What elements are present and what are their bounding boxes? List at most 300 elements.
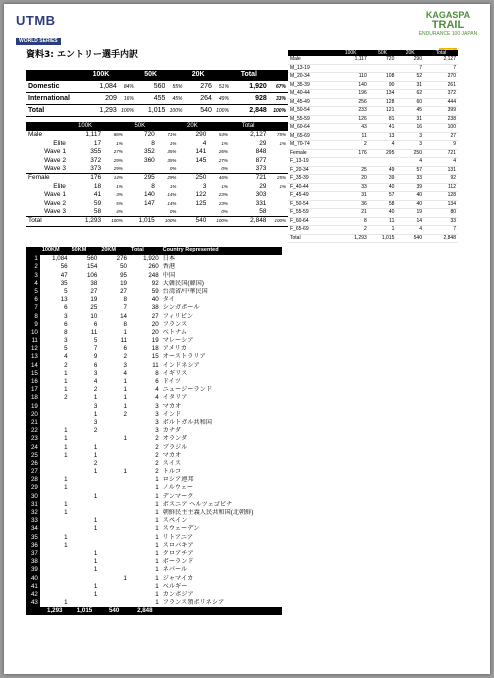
country-50k-value: 154 [86,263,98,271]
country-50k-value: 9 [93,353,98,361]
country-100k-value [40,411,70,419]
country-total-value: 4 [155,394,159,402]
age-header-cell: 50K [369,50,397,56]
country-row [26,394,282,402]
country-total-value: 11 [152,361,159,369]
age-row [288,141,458,150]
age-row [288,98,458,107]
age-50k-value: 81 [369,115,397,124]
country-total-50k: 1,015 [70,607,100,615]
country-row [26,255,282,263]
breakdown-total-percent: 1% [279,183,286,189]
country-total-value: 1 [155,484,159,492]
breakdown-20k-percent: 1% [221,183,228,189]
breakdown-header-cell: Total [230,122,267,131]
breakdown-100k-percent: 14% [101,174,125,183]
country-100k-value: 1 [64,500,68,508]
breakdown-100k-value: 41 [93,191,102,199]
breakdown-total-value: 29 [259,139,267,147]
country-100k-value: 1,084 [52,255,68,263]
summary-50k-percent: 45% [165,93,184,105]
country-row [26,312,282,320]
breakdown-row [26,191,288,199]
country-rank: 24 [26,443,40,451]
age-50k-value: 128 [369,98,397,107]
summary-100k-value: 209 [85,93,117,105]
summary-row [26,93,288,105]
age-50k-value: 1 [369,226,397,235]
country-rank: 22 [26,427,40,435]
country-total-value: 59 [151,287,159,295]
country-50k-value: 3 [93,402,98,410]
age-100k-value: 8 [333,217,369,226]
breakdown-20k-value: 141 [195,148,207,156]
age-total-value: 33 [424,217,458,226]
age-group-label: M_65-69 [288,132,333,141]
country-total-all: 2,848 [129,607,161,615]
breakdown-20k-percent: 26% [218,149,228,155]
breakdown-row [26,165,288,174]
country-name: ニュージーランド [162,386,213,394]
country-100k-value: 1 [64,451,68,459]
age-total-value: 7 [424,226,458,235]
country-total-value: 1 [155,500,159,508]
breakdown-header-cell: 20K [178,122,206,131]
country-name: 大韓民国(韓国) [162,279,204,287]
country-total-value: 1 [155,525,159,533]
country-row [26,558,282,566]
breakdown-total-percent: 100% [266,217,288,226]
age-row [288,124,458,133]
breakdown-50k-percent: 35% [167,149,177,155]
country-row [26,517,282,525]
country-100k-value: 1 [64,476,68,484]
country-name: フランス [162,320,188,328]
country-rank: 15 [26,370,40,378]
country-50k-value: 1 [93,566,98,574]
country-50k-value [70,533,100,541]
age-100k-value [333,64,369,73]
country-rank: 30 [26,492,40,500]
breakdown-50k-value: 8 [151,139,155,147]
breakdown-50k-value: 295 [125,174,155,183]
country-row [26,304,282,312]
age-group-label: M_45-49 [288,98,333,107]
summary-row-label: Domestic [26,81,85,93]
country-name: オーストラリア [162,353,206,361]
country-20k-value: 1 [123,402,127,410]
breakdown-row [26,174,288,183]
age-20k-value: 45 [396,107,424,116]
breakdown-20k-percent: 0% [221,166,228,172]
country-rank: 28 [26,476,40,484]
age-20k-value: 60 [396,98,424,107]
country-50k-value: 10 [90,312,98,320]
age-100k-value: 21 [333,209,369,218]
utmb-logo-subtext: WORLD SERIES [16,38,61,45]
breakdown-header-cell [155,122,179,131]
country-rank: 20 [26,411,40,419]
breakdown-50k-value: 360 [143,156,155,164]
country-row [26,583,282,591]
summary-20k-value: 264 [184,93,211,105]
summary-header-cell [212,70,231,81]
country-20k-value: 7 [123,304,127,312]
age-total-value: 27 [424,132,458,141]
country-20k-value [99,452,129,460]
country-20k-value [99,550,129,558]
country-row [26,386,282,394]
age-group-label: M_20-34 [288,73,333,82]
age-100k-value: 233 [333,107,369,116]
breakdown-100k-value: 355 [90,148,102,156]
breakdown-header-cell [101,122,125,131]
age-total-value: 92 [424,175,458,184]
breakdown-total-percent: 75% [266,131,288,140]
country-row [26,263,282,271]
age-row [288,200,458,209]
country-name: 朝鮮民主主義人民共和国(北朝鮮) [162,509,254,516]
age-20k-value: 33 [396,175,424,184]
country-total-value: 1 [155,492,159,500]
country-50k-value: 6 [93,361,98,369]
country-rank: 17 [26,386,40,394]
breakdown-50k-value: 720 [125,131,155,140]
summary-20k-value: 276 [184,81,211,93]
breakdown-row [26,208,288,217]
country-header-cell: Total [129,247,161,255]
summary-total-percent: 33% [267,93,288,105]
country-50k-value: 3 [93,418,98,426]
country-total-value: 3 [155,427,159,435]
summary-total-percent: 100% [267,105,288,117]
country-20k-value: 2 [123,410,127,418]
age-row [288,183,458,192]
country-row [26,591,282,599]
age-row [288,158,458,167]
country-total-value: 15 [151,353,159,361]
age-50k-value [369,64,397,73]
breakdown-50k-percent: 0% [169,166,177,172]
country-20k-value [99,509,129,517]
breakdown-20k-percent: 23% [218,200,228,206]
breakdown-row-label: Wave 1 [44,148,66,156]
breakdown-total-value: 2,127 [230,131,267,140]
breakdown-100k-percent: 29% [113,157,123,163]
country-name: インド [162,410,182,418]
country-rank: 11 [26,337,40,345]
country-name: シンガポール [162,304,200,312]
breakdown-row-label: Wave 3 [44,165,66,173]
breakdown-row [26,148,288,156]
age-100k-value: 2 [333,141,369,150]
summary-row-label: Total [26,105,85,117]
country-100k-value [40,419,70,427]
age-group-label: F_45-49 [288,192,333,201]
country-100k-value [40,460,70,468]
country-rank: 3 [26,271,40,279]
country-total-value: 1 [155,509,159,516]
age-100k-value: 256 [333,98,369,107]
age-total-value: 100 [424,124,458,133]
country-100k-value [40,583,70,591]
country-rank: 4 [26,280,40,288]
country-name: アメリカ [162,345,187,353]
country-50k-value: 4 [93,378,98,385]
age-50k-value [369,158,397,167]
age-group-label: F_20-34 [288,166,333,175]
country-row [26,370,282,378]
country-50k-value: 5 [93,337,98,345]
breakdown-100k-percent: 3% [116,192,123,198]
country-20k-value: 95 [120,271,127,279]
country-20k-value: 8 [123,296,127,304]
age-row [288,217,458,226]
country-table [26,247,282,615]
summary-100k-value: 1,293 [85,105,117,117]
breakdown-50k-value: 8 [151,182,155,190]
breakdown-50k-value: 352 [143,148,155,156]
age-total-value: 80 [424,209,458,218]
country-name: オランダ [162,435,188,443]
country-name: ボスニア ヘルツェゴビナ [162,500,233,508]
country-rank: 13 [26,353,40,361]
country-name: カンボジア [162,590,194,598]
age-50k-value: 4 [369,141,397,150]
breakdown-50k-value: 140 [143,191,155,199]
country-100k-value: 1 [64,599,68,607]
age-row [288,166,458,175]
country-rank: 35 [26,533,40,541]
country-100k-value: 5 [64,287,68,295]
age-50k-value: 108 [369,73,397,82]
age-header-cell: 20K [396,50,424,56]
country-row [26,599,282,607]
country-rank: 39 [26,566,40,574]
country-rank: 29 [26,484,40,492]
country-100k-value [40,517,70,525]
age-total-value: 261 [424,81,458,90]
country-100k-value: 8 [64,328,68,336]
age-row [288,64,458,73]
country-name: マレーシア [162,337,194,345]
age-50k-value: 40 [369,183,397,192]
summary-total-value: 1,920 [231,81,267,93]
country-row [26,525,282,533]
country-50k-value: 1 [93,443,98,451]
summary-header-cell [165,70,184,81]
country-total-value: 92 [151,279,159,287]
age-50k-value: 57 [369,192,397,201]
country-header-cell: 100KM [40,247,70,255]
country-rank: 42 [26,591,40,599]
country-rank: 9 [26,321,40,329]
country-row [26,361,282,369]
breakdown-total-value: 2,848 [230,217,267,226]
country-50k-value: 3 [93,369,98,377]
country-row [26,321,282,329]
country-row [26,574,282,582]
breakdown-50k-percent: 1% [169,140,177,146]
age-100k-value [333,158,369,167]
summary-header-cell [267,70,288,81]
country-20k-value [99,492,129,500]
utmb-world-series-logo [16,14,74,46]
age-row [288,226,458,235]
country-name: 台湾省/中華民国 [162,287,208,295]
country-rank: 14 [26,361,40,369]
breakdown-100k-percent: 29% [113,166,123,172]
breakdown-50k-percent: 14% [167,200,177,206]
country-rank: 19 [26,402,40,410]
breakdown-total-percent [266,200,288,208]
country-row [26,509,282,517]
age-20k-value: 62 [396,90,424,99]
breakdown-total-value: 721 [230,174,267,183]
country-rank: 36 [26,542,40,550]
country-total-value: 1 [155,558,159,566]
country-total-value: 6 [155,378,159,385]
country-total-100k: 1,293 [40,607,70,615]
age-20k-value: 57 [396,166,424,175]
country-total-value: 2 [155,443,159,451]
country-name: イタリア [162,394,188,402]
country-name: ドイツ [162,378,181,385]
country-row [26,492,282,500]
age-total-value: 372 [424,90,458,99]
country-total-value: 1 [155,590,159,598]
country-name: ロシア連邦 [162,476,194,484]
country-50k-value: 1 [93,492,98,500]
breakdown-20k-percent: 46% [206,174,230,183]
country-row [26,345,282,353]
age-50k-value: 49 [369,166,397,175]
age-50k-value: 58 [369,200,397,209]
age-100k-value: 1,293 [333,234,369,243]
age-total-value: 721 [424,149,458,158]
breakdown-total-percent: 1% [279,140,286,146]
summary-total-value: 928 [231,93,267,105]
breakdown-50k-percent: 71% [155,131,179,140]
breakdown-20k-value [178,208,206,217]
breakdown-total-value: 373 [255,165,267,173]
country-50k-value: 1 [93,590,98,598]
age-row [288,149,458,158]
breakdown-total-value: 29 [259,182,267,190]
age-50k-value: 121 [369,107,397,116]
country-rank: 10 [26,329,40,337]
country-row [26,484,282,492]
country-50k-value: 19 [90,296,98,304]
age-100k-value: 110 [333,73,369,82]
country-20k-value: 14 [120,312,127,320]
age-header-cell: 100K [333,50,369,56]
breakdown-header-cell: 50K [125,122,155,131]
country-100k-value: 1 [64,378,68,385]
country-total-value: 8 [155,369,159,377]
country-20k-value: 11 [120,337,127,345]
country-row [26,280,282,288]
country-rank: 21 [26,419,40,427]
country-name: イギリス [162,369,188,377]
country-name: フィリピン [162,312,194,320]
country-20k-value: 4 [123,369,127,377]
country-total-value: 260 [148,263,159,271]
country-total-value: 1 [155,476,159,484]
country-20k-value: 2 [123,353,127,361]
country-rank: 32 [26,509,40,517]
breakdown-100k-percent: 27% [113,149,123,155]
age-50k-value: 41 [369,124,397,133]
country-row [26,271,282,279]
breakdown-row-label: Wave 2 [44,199,66,207]
country-20k-value: 50 [120,263,127,271]
country-50k-value: 1 [93,451,98,459]
country-100k-value [40,591,70,599]
country-50k-value [70,509,100,517]
country-name: カナダ [162,427,181,435]
country-name: クロアチア [162,549,194,557]
age-total-value: 2,127 [424,56,458,64]
country-50k-value: 1 [93,468,98,476]
country-header-cell: Country Represented [161,247,282,255]
age-group-table [288,50,458,243]
age-20k-value: 40 [396,200,424,209]
country-name: ジャマイカ [162,574,194,582]
country-row [26,566,282,574]
country-100k-value [40,574,70,582]
country-total-value: 1 [155,533,159,541]
country-name: スウェーデン [162,525,200,533]
breakdown-20k-value: 145 [195,156,207,164]
country-name: インドネシア [162,361,200,369]
breakdown-20k-value: 4 [202,139,207,147]
age-row [288,73,458,82]
country-20k-value [99,484,129,492]
country-100k-value: 13 [60,296,68,304]
country-row [26,550,282,558]
breakdown-100k-value: 373 [90,165,102,173]
breakdown-total-percent [266,191,288,199]
breakdown-row-label: Total [26,217,69,226]
country-20k-value [99,419,129,427]
country-total-value: 3 [155,402,159,410]
country-100k-value: 3 [64,312,68,320]
breakdown-20k-percent: 54% [206,131,230,140]
age-group-label: F_50-54 [288,200,333,209]
age-100k-value: 140 [333,81,369,90]
age-group-label: F_13-19 [288,158,333,167]
age-20k-value: 540 [396,234,424,243]
country-20k-value [99,427,129,435]
country-rank: 6 [26,296,40,304]
age-20k-value: 39 [396,183,424,192]
age-group-label: M_40-44 [288,90,333,99]
country-100k-value [40,468,70,476]
age-header-cell: Total [424,50,458,56]
age-100k-value: 20 [333,175,369,184]
breakdown-row-label: Elite [53,182,66,190]
country-rank: 1 [26,255,40,263]
breakdown-total-percent [266,165,288,174]
country-50k-value: 1 [93,582,98,590]
breakdown-row [26,200,288,208]
age-20k-value: 7 [396,64,424,73]
country-name: ベルギー [162,582,188,590]
country-total-value: 2 [155,435,159,443]
age-row [288,81,458,90]
age-total-value: 128 [424,192,458,201]
